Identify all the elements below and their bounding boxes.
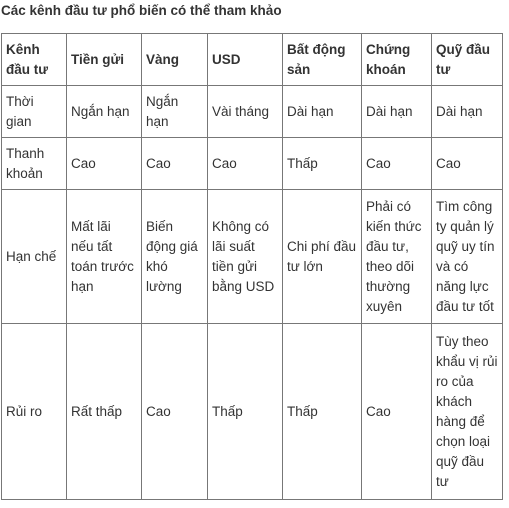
table-row [2,86,503,138]
table-cell: Rất thấp [67,324,142,500]
table-cell: Cao [362,324,432,500]
table-cell: Cao [432,138,503,190]
table-cell: Cao [362,138,432,190]
table-cell: Chi phí đầu tư lớn [283,190,362,324]
table-cell: Ngắn hạn [67,86,142,138]
table-cell: Cao [142,324,208,500]
table-cell: Vài tháng [208,86,283,138]
page-title: Các kênh đầu tư phổ biến có thể tham khảo [1,3,282,18]
table-cell: Biến động giá khó lường [142,190,208,324]
table-row [2,190,503,324]
table-row [2,324,503,500]
table-cell: Thấp [283,138,362,190]
header-cell-usd: USD [208,34,283,86]
header-cell-real-estate: Bất động sản [283,34,362,86]
table-cell: Dài hạn [432,86,503,138]
row-label-cell: Rủi ro [2,324,67,500]
table-cell: Cao [142,138,208,190]
table-cell: Phải có kiến thức đầu tư, theo dõi thường xuyên [362,190,432,324]
table-cell: Cao [208,138,283,190]
header-cell-fund: Quỹ đầu tư [432,34,503,86]
row-label-cell: Hạn chế [2,190,67,324]
header-cell-gold: Vàng [142,34,208,86]
table-cell: Không có lãi suất tiền gửi bằng USD [208,190,283,324]
header-cell-deposit: Tiền gửi [67,34,142,86]
table-cell: Dài hạn [362,86,432,138]
table-cell: Dài hạn [283,86,362,138]
table-cell: Tìm công ty quản lý quỹ uy tín và có năng lực đầu tư tốt [432,190,503,324]
table-cell: Ngắn hạn [142,86,208,138]
table-cell: Thấp [208,324,283,500]
table-header-row [2,34,503,86]
table-cell: Thấp [283,324,362,500]
table-cell: Tùy theo khẩu vị rủi ro của khách hàng để chọn loại quỹ đầu tư [432,324,503,500]
row-label-cell: Thời gian [2,86,67,138]
header-cell-stocks: Chứng khoán [362,34,432,86]
table-cell: Mất lãi nếu tất toán trước hạn [67,190,142,324]
header-cell-channel: Kênh đầu tư [2,34,67,86]
table-cell: Cao [67,138,142,190]
investment-channels-table [1,33,503,500]
row-label-cell: Thanh khoản [2,138,67,190]
table-row [2,138,503,190]
